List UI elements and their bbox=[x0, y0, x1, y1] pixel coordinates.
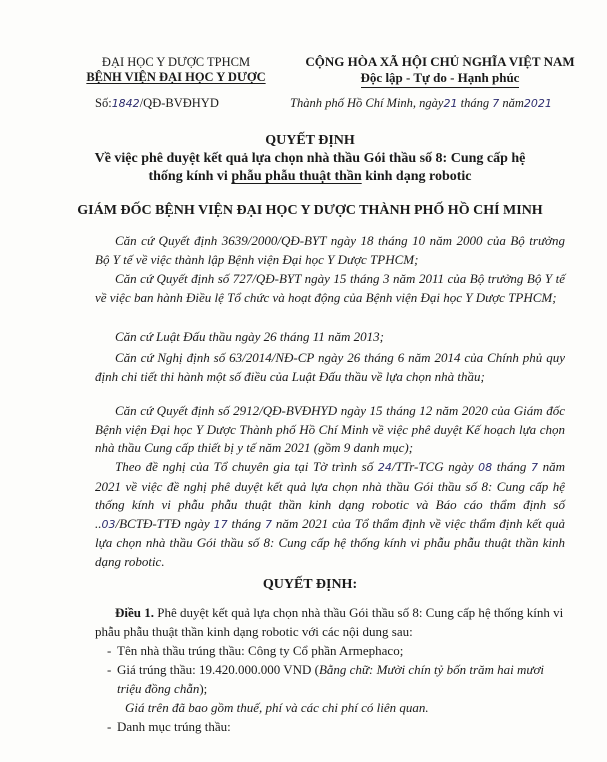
winning-price: - Giá trúng thầu: 19.420.000.000 VND (Bằng chữ: Mười chín tỷ bốn trăm hai mươi triệu đồng chẵn); bbox=[95, 660, 570, 698]
document-type-title: QUYẾT ĐỊNH bbox=[265, 133, 355, 148]
article-1 bbox=[95, 603, 570, 736]
preamble-paragraph-2: Căn cứ Quyết định số 727/QĐ-BYT ngày 15 tháng 3 năm 2011 của Bộ trưởng Bộ Y tế về việc ban hành Điều lệ Tổ chức và hoạt động của Bệnh viện Đại học Y Dược TPHCM; bbox=[95, 271, 565, 305]
organization-name: BỆNH VIỆN ĐẠI HỌC Y DƯỢC bbox=[86, 70, 266, 84]
issuing-organization bbox=[66, 55, 286, 85]
parent-organization: ĐẠI HỌC Y DƯỢC TPHCM bbox=[101, 55, 251, 69]
national-motto: Độc lập - Tự do - Hạnh phúc bbox=[361, 70, 520, 88]
preamble-paragraph-6: Theo đề nghị của Tổ chuyên gia tại Tờ trình số 24/TTr-TCG ngày 08 tháng 7 năm 2021 về việc đề nghị phê duyệt kết quả lựa chọn nhà thầu Gói thầu số 8: Cung cấp hệ thống kính vi phẫu phẫu thuật thần kinh dạng robotic và Báo cáo thẩm định số ..03/BCTĐ-TTĐ ngày 17 tháng 7 năm 2021 của Tổ thẩm định về việc thẩm định kết quả lựa chọn nhà thầu Gói thầu số 8: Cung cấp hệ thống kính vi phẫu phẫu thuật thần kinh dạng robotic. bbox=[95, 459, 565, 569]
national-heading bbox=[300, 54, 580, 88]
winning-items-label: - Danh mục trúng thầu: bbox=[95, 717, 570, 736]
handwritten-number: 1842 bbox=[111, 97, 140, 110]
price-note: Giá trên đã bao gồm thuế, phí và các chi phí có liên quan. bbox=[125, 700, 429, 715]
handwritten-year: 2021 bbox=[523, 97, 552, 110]
preamble-paragraph-3: Căn cứ Luật Đấu thầu ngày 26 tháng 11 năm 2013; bbox=[115, 329, 385, 344]
document-subject: Về việc phê duyệt kết quả lựa chọn nhà thầu Gói thầu số 8: Cung cấp hệ thống kính vi phẫu phẫu thuật thần kinh dạng robotic bbox=[94, 151, 526, 184]
preamble-paragraph-4: Căn cứ Nghị định số 63/2014/NĐ-CP ngày 26 tháng 6 năm 2014 của Chính phủ quy định chi tiết thi hành một số điều của Luật Đấu thầu về lựa chọn nhà thầu; bbox=[95, 350, 565, 384]
winning-bidder: - Tên nhà thầu trúng thầu: Công ty Cổ phần Armephaco; bbox=[95, 641, 570, 660]
handwritten-day: 21 bbox=[443, 97, 458, 110]
preamble-paragraph-5: Căn cứ Quyết định số 2912/QĐ-BVĐHYD ngày 15 tháng 12 năm 2020 của Giám đốc Bệnh viện Đại học Y Dược Thành phố Hồ Chí Minh về việc phê duyệt Kế hoạch lựa chọn nhà thầu Cung cấp thiết bị y tế năm 2021 (gồm 9 danh mục); bbox=[95, 403, 565, 455]
article-1-lead: Điều 1. Phê duyệt kết quả lựa chọn nhà thầu Gói thầu số 8: Cung cấp hệ thống kính vi phẫu phẫu thuật thần kinh dạng robotic với các nội dung sau: bbox=[95, 605, 564, 639]
document-number: Số:1842/QĐ-BVĐHYD bbox=[95, 96, 219, 110]
place-and-date: Thành phố Hồ Chí Minh, ngày21 tháng 7 năm2021 bbox=[290, 96, 552, 110]
country-name: CỘNG HÒA XÃ HỘI CHỦ NGHĨA VIỆT NAM bbox=[305, 54, 575, 69]
handwritten-month: 7 bbox=[492, 97, 500, 110]
decision-heading: QUYẾT ĐỊNH: bbox=[262, 577, 358, 592]
issuing-authority: GIÁM ĐỐC BỆNH VIỆN ĐẠI HỌC Y DƯỢC THÀNH PHỐ HỒ CHÍ MINH bbox=[77, 203, 543, 218]
preamble-paragraph-1: Căn cứ Quyết định 3639/2000/QĐ-BYT ngày 18 tháng 10 năm 2000 của Bộ trưởng Bộ Y tế về việc thành lập Bệnh viện Đại học Y Dược TPHCM; bbox=[95, 233, 565, 267]
